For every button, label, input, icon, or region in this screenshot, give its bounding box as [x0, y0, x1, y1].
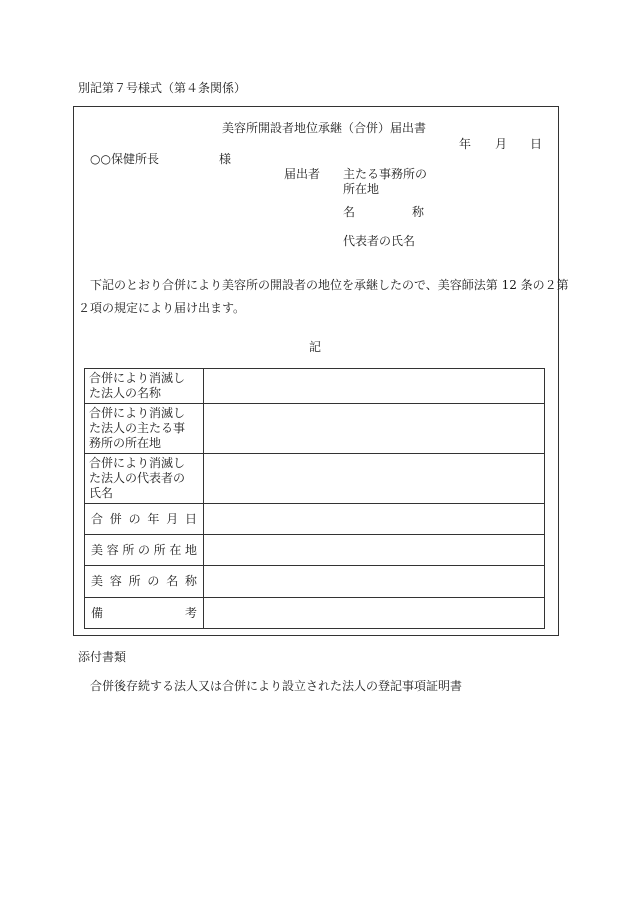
row-label: [85, 504, 204, 535]
table-row: [85, 369, 545, 404]
addressee-honorific: 様: [219, 152, 232, 166]
row-label-line: た法人の代表者の: [89, 471, 186, 485]
row-label: [85, 566, 204, 598]
row-label-line: た法人の主たる事: [89, 421, 186, 435]
ki-heading: 記: [309, 340, 322, 354]
row-label: [85, 598, 204, 629]
row-label-line: 合併により消滅し: [89, 406, 186, 420]
row-label: [85, 404, 204, 454]
date-month: 月: [495, 137, 508, 151]
document-title: 美容所開設者地位承継（合併）届出書: [222, 121, 427, 135]
body-line-1: 下記のとおり合併により美容所の開設者の地位を承継したので、美容師法第 12 条の２第: [90, 278, 569, 292]
row-label-text: 美容所の所在地: [91, 542, 197, 557]
addressee-name: ○○保健所長: [90, 152, 159, 166]
notifier-label: 届出者: [284, 167, 321, 181]
row-label-line: た法人の名称: [89, 386, 162, 400]
row-value-field[interactable]: [204, 369, 545, 404]
row-value-field[interactable]: [204, 504, 545, 535]
notifier-representative-label: 代表者の氏名: [343, 234, 416, 248]
notifier-name-label-1: 名: [343, 205, 356, 219]
table-row: [85, 566, 545, 598]
attachments-item: 合併後存続する法人又は合併により設立された法人の登記事項証明書: [90, 679, 463, 693]
row-value-field[interactable]: [204, 566, 545, 598]
row-value-field[interactable]: [204, 404, 545, 454]
table-row: [85, 454, 545, 504]
row-label-line: 氏名: [89, 486, 114, 500]
row-label-text: 美容所の名称: [91, 574, 197, 588]
date-year: 年: [459, 137, 472, 151]
table-row: [85, 535, 545, 566]
row-value-field[interactable]: [204, 535, 545, 566]
notifier-office-line2: 所在地: [343, 182, 380, 196]
row-label-text: 合併の年月日: [91, 511, 197, 526]
table-row: [85, 598, 545, 629]
row-label: [85, 454, 204, 504]
details-table: [84, 368, 545, 629]
table-row: [85, 404, 545, 454]
notifier-name-label-2: 称: [412, 205, 425, 219]
form-number: 別記第７号様式（第４条関係）: [78, 81, 247, 95]
body-line-2: ２項の規定により届け出ます。: [78, 301, 246, 315]
row-label-text: 備考: [91, 605, 197, 620]
row-label: [85, 535, 204, 566]
row-label: [85, 369, 204, 404]
notifier-office-line1: 主たる事務所の: [343, 167, 428, 181]
row-label-line: 務所の所在地: [89, 436, 162, 450]
row-value-field[interactable]: [204, 454, 545, 504]
row-label-line: 合併により消滅し: [89, 456, 186, 470]
row-label-line: 合併により消滅し: [89, 371, 186, 385]
row-value-field[interactable]: [204, 598, 545, 629]
attachments-heading: 添付書類: [78, 650, 127, 664]
table-row: [85, 504, 545, 535]
date-day: 日: [530, 137, 543, 151]
